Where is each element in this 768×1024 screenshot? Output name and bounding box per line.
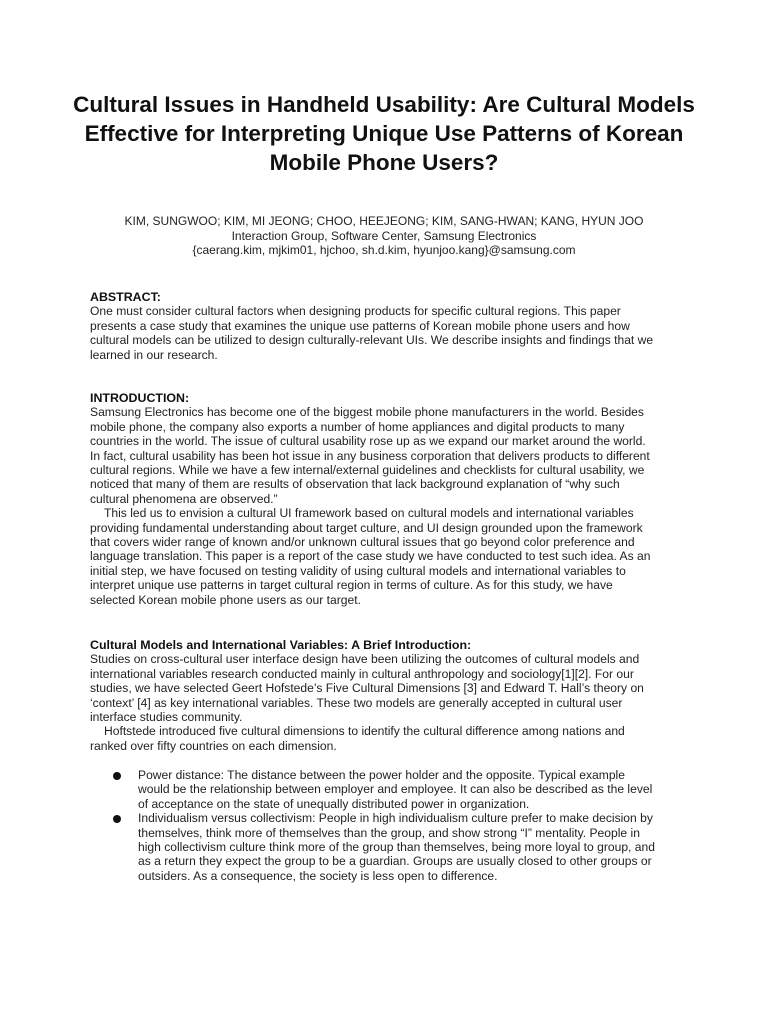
bullet-icon — [113, 815, 121, 823]
text-line: countries in the world. The issue of cultural usability rose up as we expand our market around the world. — [90, 434, 646, 449]
abstract-text — [90, 304, 690, 362]
bullet-icon — [113, 772, 121, 780]
text-line: ranked over fifty countries on each dimension. — [90, 738, 337, 753]
text-line: cultural regions. While we have a few internal/external guidelines and checklists for cultural usability, we — [90, 463, 645, 478]
text-line: One must consider cultural factors when designing products for specific cultural regions. This paper — [90, 304, 621, 319]
list-item — [90, 768, 690, 811]
author-block — [60, 214, 708, 258]
text-line: Samsung Electronics has become one of the biggest mobile phone manufacturers in the world. Besides — [90, 405, 644, 420]
cultural-dimensions-list — [90, 768, 690, 883]
paper-title: Cultural Issues in Handheld Usability: Are Cultural Models Effective for Interpreting Unique Use Patterns of Korean Mobile Phone Users? — [73, 92, 695, 175]
cultural-models-section — [90, 638, 690, 753]
text-line: presents a case study that examines the unique use patterns of Korean mobile phone users and how — [90, 318, 630, 333]
introduction-paragraph-2 — [90, 506, 690, 607]
introduction-section — [90, 391, 690, 607]
text-line: international variables research conducted mainly in cultural anthropology and sociology[1][2]. For our — [90, 666, 634, 681]
abstract-section — [90, 290, 690, 362]
text-line: interpret unique use patterns in target cultural region in terms of culture. As for this study, we have — [90, 578, 613, 593]
introduction-heading: INTRODUCTION: — [90, 391, 190, 405]
text-line: as a return they expect the group to be a guardian. Groups are usually closed to other groups or — [138, 854, 652, 869]
text-line: language translation. This paper is a report of the case study we have conducted to test such idea. As an — [90, 549, 651, 564]
text-line: would be the relationship between employer and employee. It can also be described as the level — [138, 782, 653, 797]
text-line: Hoftstede introduced five cultural dimensions to identify the cultural difference among nations and — [104, 724, 625, 739]
text-line: providing fundamental understanding about target culture, and UI design grounded upon the framework — [90, 520, 643, 535]
text-line: studies, we have selected Geert Hofstede’s Five Cultural Dimensions [3] and Edward T. Hall’s theory on — [90, 681, 644, 696]
text-line: themselves, think more of themselves than the group, and show strong “I” mentality. People in — [138, 825, 640, 840]
text-line: noticed that many of them are results of observation that lack background explanation of “why such — [90, 477, 620, 492]
text-line: This led us to envision a cultural UI framework based on cultural models and international variables — [104, 506, 634, 521]
text-line: of acceptance on the state of unequally distributed power in organization. — [138, 796, 530, 811]
introduction-paragraph-1 — [90, 405, 690, 506]
cultural-models-paragraph-1 — [90, 652, 690, 724]
text-line: learned in our research. — [90, 347, 218, 362]
text-line: mobile phone, the company also exports a number of home appliances and digital products to many — [90, 419, 625, 434]
text-line: In fact, cultural usability has been hot issue in any business corporation that delivers products to different — [90, 448, 650, 463]
text-line: ‘context’ [4] as key international variables. These two models are generally accepted in cultural user — [90, 695, 623, 710]
text-line: Studies on cross-cultural user interface design have been utilizing the outcomes of cultural models and — [90, 652, 640, 667]
cultural-models-heading: Cultural Models and International Variables: A Brief Introduction: — [90, 638, 472, 652]
text-line: cultural phenomena are observed.” — [90, 491, 278, 506]
text-line: initial step, we have focused on testing validity of using cultural models and international variables to — [90, 563, 626, 578]
cultural-models-paragraph-2 — [90, 724, 690, 753]
text-line: cultural models can be utilized to design culturally-relevant UIs. We describe insights and findings that we — [90, 333, 654, 348]
abstract-heading: ABSTRACT: — [90, 290, 161, 304]
text-line: high collectivism culture think more of the group than themselves, being more loyal to group, and — [138, 840, 655, 855]
text-line: selected Korean mobile phone users as our target. — [90, 592, 361, 607]
affiliation: Interaction Group, Software Center, Samsung Electronics — [231, 228, 537, 243]
author-list: KIM, SUNGWOO; KIM, MI JEONG; CHOO, HEEJEONG; KIM, SANG-HWAN; KANG, HYUN JOO — [124, 214, 644, 228]
text-line: Individualism versus collectivism: People in high individualism culture prefer to make decision by — [138, 811, 653, 826]
text-line: Power distance: The distance between the power holder and the opposite. Typical example — [138, 768, 625, 782]
list-item — [90, 811, 690, 883]
text-line: that covers wider range of known and/or unknown cultural issues that go beyond color preference and — [90, 535, 635, 550]
author-emails: {caerang.kim, mjkim01, hjchoo, sh.d.kim, hyunjoo.kang}@samsung.com — [192, 243, 576, 257]
text-line: outsiders. As a consequence, the society is less open to difference. — [138, 868, 498, 883]
text-line: interface studies community. — [90, 710, 243, 725]
